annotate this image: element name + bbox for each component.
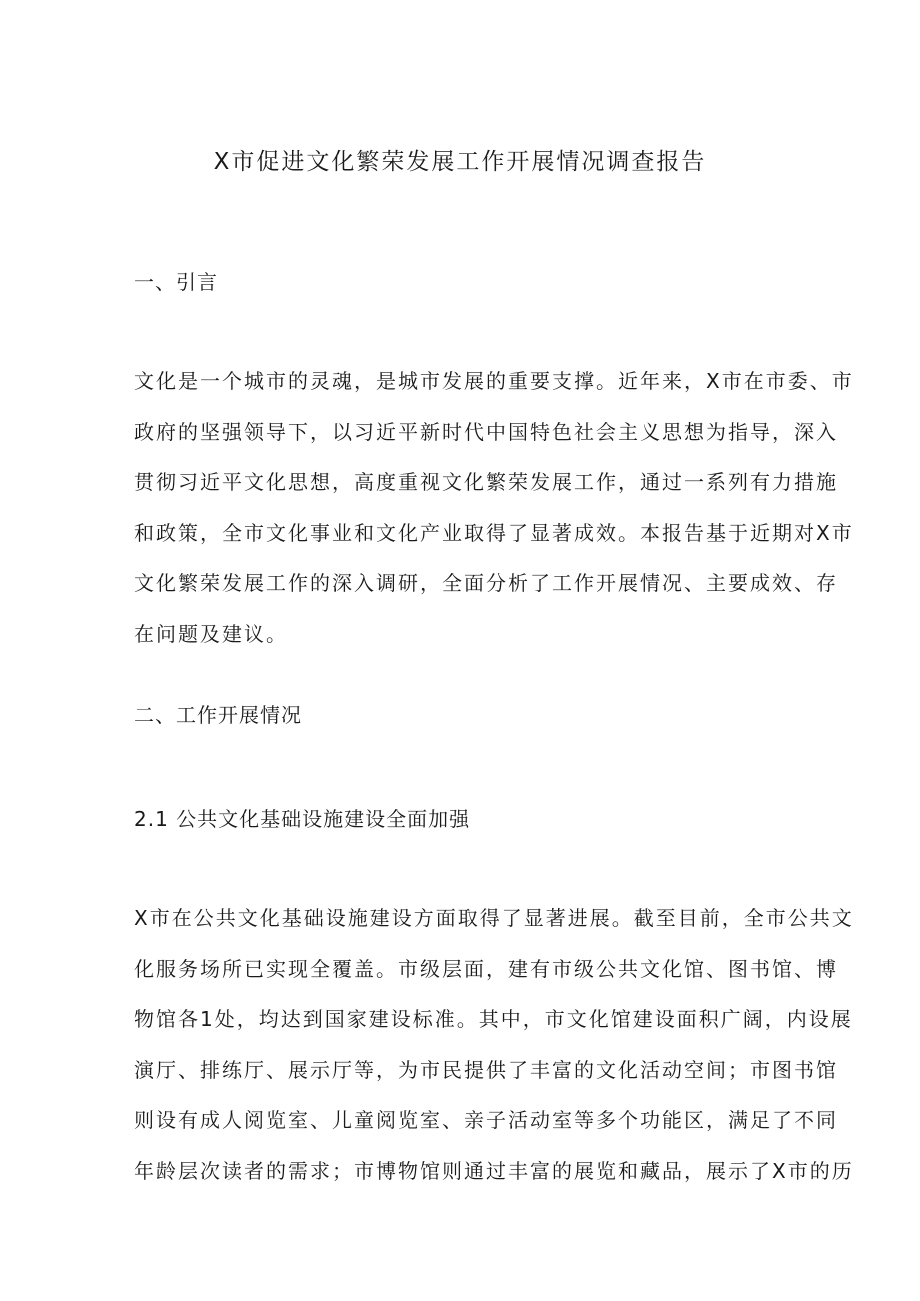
paragraph-line: 物馆各1处，均达到国家建设标准。其中，市文化馆建设面积广阔，内设展 bbox=[134, 1007, 853, 1031]
infrastructure-paragraph bbox=[134, 893, 854, 1196]
paragraph-line: 在问题及建议。 bbox=[134, 621, 288, 646]
section-heading-introduction: 一、引言 bbox=[134, 270, 218, 294]
paragraph-line: 年龄层次读者的需求；市博物馆则通过丰富的展览和藏品，展示了X市的历 bbox=[134, 1158, 854, 1183]
subsection-heading-2-1: 2.1 公共文化基础设施建设全面加强 bbox=[134, 807, 471, 831]
paragraph-line: 文化繁荣发展工作的深入调研，全面分析了工作开展情况、主要成效、存 bbox=[134, 571, 838, 595]
section-heading-work-progress: 二、工作开展情况 bbox=[134, 703, 302, 727]
paragraph-line: 演厅、排练厅、展示厅等，为市民提供了丰富的文化活动空间；市图书馆 bbox=[134, 1057, 838, 1082]
paragraph-line: 化服务场所已实现全覆盖。市级层面，建有市级公共文化馆、图书馆、博 bbox=[134, 956, 838, 981]
paragraph-line: 则设有成人阅览室、儿童阅览室、亲子活动室等多个功能区，满足了不同 bbox=[134, 1108, 838, 1132]
paragraph-line: 政府的坚强领导下，以习近平新时代中国特色社会主义思想为指导，深入 bbox=[134, 419, 838, 444]
paragraph-line: 贯彻习近平文化思想，高度重视文化繁荣发展工作，通过一系列有力措施 bbox=[134, 470, 838, 494]
introduction-paragraph bbox=[134, 356, 854, 659]
paragraph-line: X市在公共文化基础设施建设方面取得了显著进展。截至目前，全市公共文 bbox=[134, 906, 854, 930]
document-title: X市促进文化繁荣发展工作开展情况调查报告 bbox=[213, 149, 707, 175]
paragraph-line: 和政策，全市文化事业和文化产业取得了显著成效。本报告基于近期对X市 bbox=[134, 520, 854, 545]
paragraph-line: 文化是一个城市的灵魂，是城市发展的重要支撑。近年来，X市在市委、市 bbox=[134, 369, 854, 393]
